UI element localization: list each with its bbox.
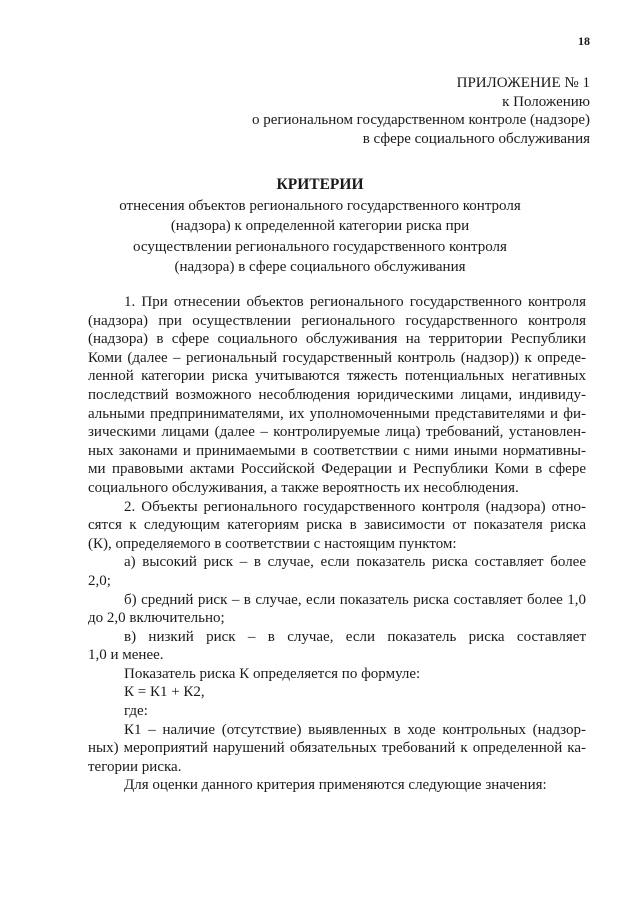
appendix-line-3: о региональном государственном контроле (надзоре) xyxy=(251,112,590,128)
text-line: 1. При отнесении объектов регионального государственного контроля xyxy=(124,294,586,310)
criteria-heading xyxy=(70,175,570,278)
text-line: (надзора) при осуществлении регионального государственного контроля xyxy=(88,312,586,329)
criteria-title: КРИТЕРИИ xyxy=(276,176,364,193)
paragraph-2 xyxy=(88,498,586,554)
appendix-line-4: в сфере социального обслуживания xyxy=(362,130,590,147)
k1-definition xyxy=(88,721,586,777)
document-body xyxy=(88,293,586,795)
text-line: Коми (далее – региональный государственный контроль (надзор)) к опреде- xyxy=(88,349,586,366)
text-line: до 2,0 включительно; xyxy=(88,610,225,627)
formula: К = К1 + К2, xyxy=(124,684,205,701)
text-line: ных законами и принимаемыми в соответствии с ними иными нормативны- xyxy=(88,442,586,459)
page-number: 18 xyxy=(578,34,590,48)
appendix-line-2: к Положению xyxy=(502,93,590,110)
paragraph-1 xyxy=(88,293,586,498)
criteria-subtitle-line: осуществлении регионального государственного контроля xyxy=(133,238,507,255)
criteria-subtitle-line: (надзора) в сфере социального обслуживания xyxy=(174,259,466,275)
values-intro: Для оценки данного критерия применяются следующие значения: xyxy=(124,777,547,794)
appendix-header xyxy=(210,74,590,148)
text-line: альными предпринимателями, их уполномоченными представителями и фи- xyxy=(88,405,586,422)
text-line: 1,0 и менее. xyxy=(88,647,164,664)
formula-intro: Показатель риска К определяется по формуле: xyxy=(124,665,421,682)
text-line: сятся к следующим категориям риска в зависимости от показателя риска xyxy=(88,517,586,534)
item-c xyxy=(88,628,586,665)
text-line: последствий возможного несоблюдения юридическими лицами, индивиду- xyxy=(88,386,586,403)
text-line: социального обслуживания, а также вероятность их несоблюдения. xyxy=(88,479,519,496)
appendix-line-1: ПРИЛОЖЕНИЕ № 1 xyxy=(456,75,590,91)
text-line: б) средний риск – в случае, если показатель риска составляет более 1,0 xyxy=(124,591,586,608)
text-line: в) низкий риск – в случае, если показатель риска составляет xyxy=(124,628,586,645)
text-line: К1 – наличие (отсутствие) выявленных в ходе контрольных (надзор- xyxy=(124,721,586,738)
item-b xyxy=(88,591,586,628)
where-label: где: xyxy=(124,703,148,720)
text-line: (К), определяемого в соответствии с настоящим пунктом: xyxy=(88,535,457,552)
criteria-subtitle-line: (надзора) к определенной категории риска при xyxy=(170,218,470,234)
text-line: а) высокий риск – в случае, если показатель риска составляет более xyxy=(124,554,586,571)
text-line: 2. Объекты регионального государственного контроля (надзора) отно- xyxy=(124,498,586,515)
criteria-subtitle-line: отнесения объектов регионального государственного контроля xyxy=(119,197,521,214)
text-line: тегории риска. xyxy=(88,758,182,775)
item-a xyxy=(88,553,586,590)
text-line: 2,0; xyxy=(88,572,111,589)
text-line: зическими лицами (далее – контролируемые лица) требований, установлен- xyxy=(88,424,586,441)
text-line: ленной категории риска учитываются тяжесть потенциальных негативных xyxy=(88,368,586,385)
text-line: ми правовыми актами Российской Федерации и Республики Коми в сфере xyxy=(88,461,586,478)
text-line: ных) мероприятий нарушений обязательных требований к определенной ка- xyxy=(88,740,586,757)
text-line: (надзора) в сфере социального обслуживания на территории Республики xyxy=(88,331,586,348)
